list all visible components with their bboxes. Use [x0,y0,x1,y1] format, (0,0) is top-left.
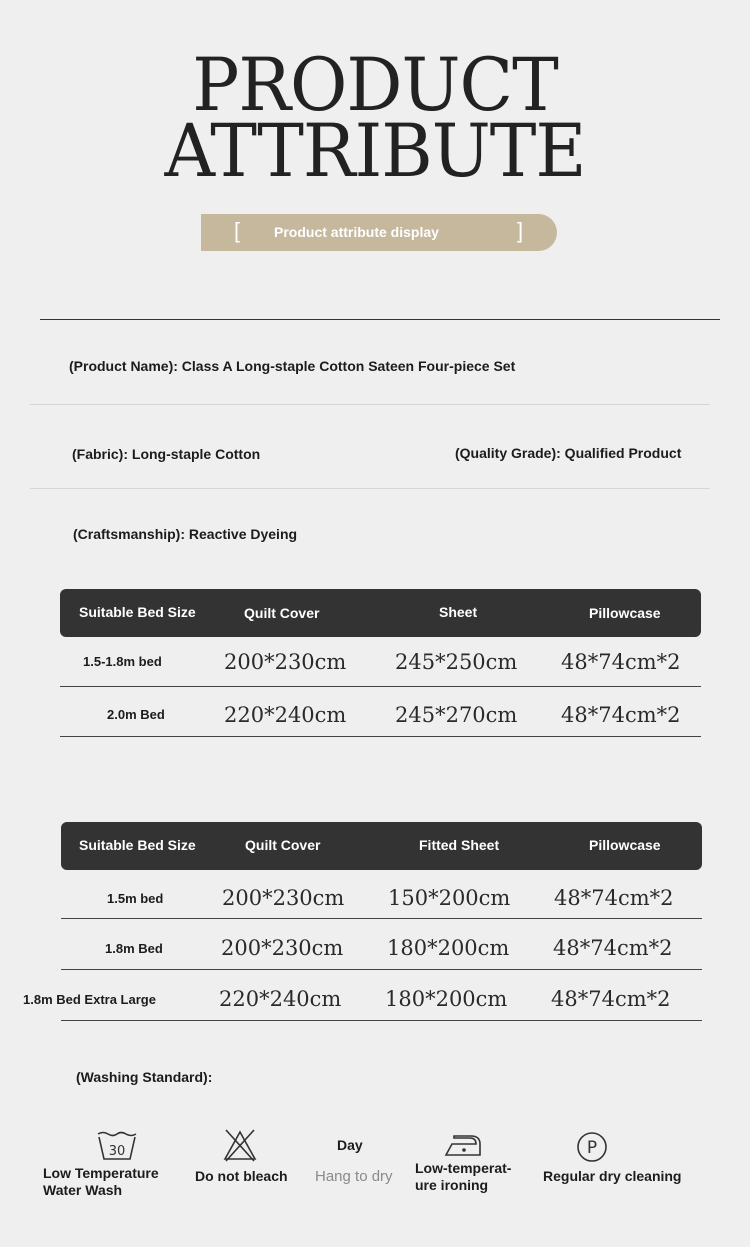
table-cell: 48*74cm*2 [561,703,681,727]
size-table-2-header [61,822,702,870]
dry-clean-p-icon [576,1131,608,1163]
day-text: Day [337,1137,363,1153]
row-divider [61,1020,702,1021]
low-iron-icon [444,1132,482,1158]
row-divider [61,969,702,970]
banner-label: Product attribute display [274,224,439,240]
table-row-label: 1.5m bed [107,891,164,906]
section-divider [40,319,720,320]
table-row-label: 2.0m Bed [107,707,165,722]
table-cell: 200*230cm [224,650,347,674]
header-fitted-sheet: Fitted Sheet [419,837,500,853]
table-cell: 48*74cm*2 [551,987,671,1011]
table-cell: 48*74cm*2 [553,936,673,960]
hang-dry-label: Hang to dry [315,1168,393,1185]
washing-standard-title: (Washing Standard): [76,1069,213,1085]
header-quilt-cover: Quilt Cover [244,605,320,621]
product-name-attr: (Product Name): Class A Long-staple Cotton Sateen Four-piece Set [69,358,516,374]
dry-clean-label: Regular dry cleaning [543,1168,682,1184]
fabric-attr: (Fabric): Long-staple Cotton [72,446,261,462]
no-bleach-icon [222,1128,258,1162]
wash-label-line2: Water Wash [43,1182,123,1198]
divider [30,404,710,405]
bracket-left: [ [234,218,241,243]
no-bleach-label: Do not bleach [195,1168,288,1184]
table-cell: 180*200cm [385,987,508,1011]
header-bed-size: Suitable Bed Size [79,604,196,620]
table-cell: 200*230cm [221,936,344,960]
header-pillowcase: Pillowcase [589,605,661,621]
table-cell: 245*270cm [395,703,518,727]
row-divider [61,918,702,919]
row-divider [60,736,701,737]
header-sheet: Sheet [439,604,478,620]
page-title-line1: PRODUCT [192,41,558,129]
wash-30-icon [96,1131,138,1161]
dry-clean-letter: P [586,1138,598,1158]
bracket-right: ] [517,218,524,243]
table-cell: 180*200cm [387,936,510,960]
wash-label-line1: Low Temperature [43,1165,159,1181]
wash-temperature: 30 [108,1144,126,1159]
divider [30,488,710,489]
table-cell: 48*74cm*2 [554,886,674,910]
size-table-1-header [60,589,701,637]
low-iron-label-line1: Low-temperat- [415,1160,512,1176]
craftsmanship-attr: (Craftsmanship): Reactive Dyeing [73,526,298,542]
header-bed-size: Suitable Bed Size [79,837,196,853]
header-quilt-cover: Quilt Cover [245,837,321,853]
low-iron-label-line2: ure ironing [415,1177,489,1193]
table-cell: 200*230cm [222,886,345,910]
table-cell: 220*240cm [219,987,342,1011]
quality-grade-attr: (Quality Grade): Qualified Product [455,445,682,461]
row-divider [60,686,701,687]
header-pillowcase: Pillowcase [589,837,661,853]
table-row-label: 1.5-1.8m bed [83,654,162,669]
attribute-display-banner [201,214,557,251]
table-cell: 245*250cm [395,650,518,674]
table-row-label: 1.8m Bed [105,941,163,956]
table-cell: 150*200cm [388,886,511,910]
table-cell: 220*240cm [224,703,347,727]
table-row-label: 1.8m Bed Extra Large [23,992,156,1007]
page-title-line2: ATTRIBUTE [164,107,586,195]
table-cell: 48*74cm*2 [561,650,681,674]
